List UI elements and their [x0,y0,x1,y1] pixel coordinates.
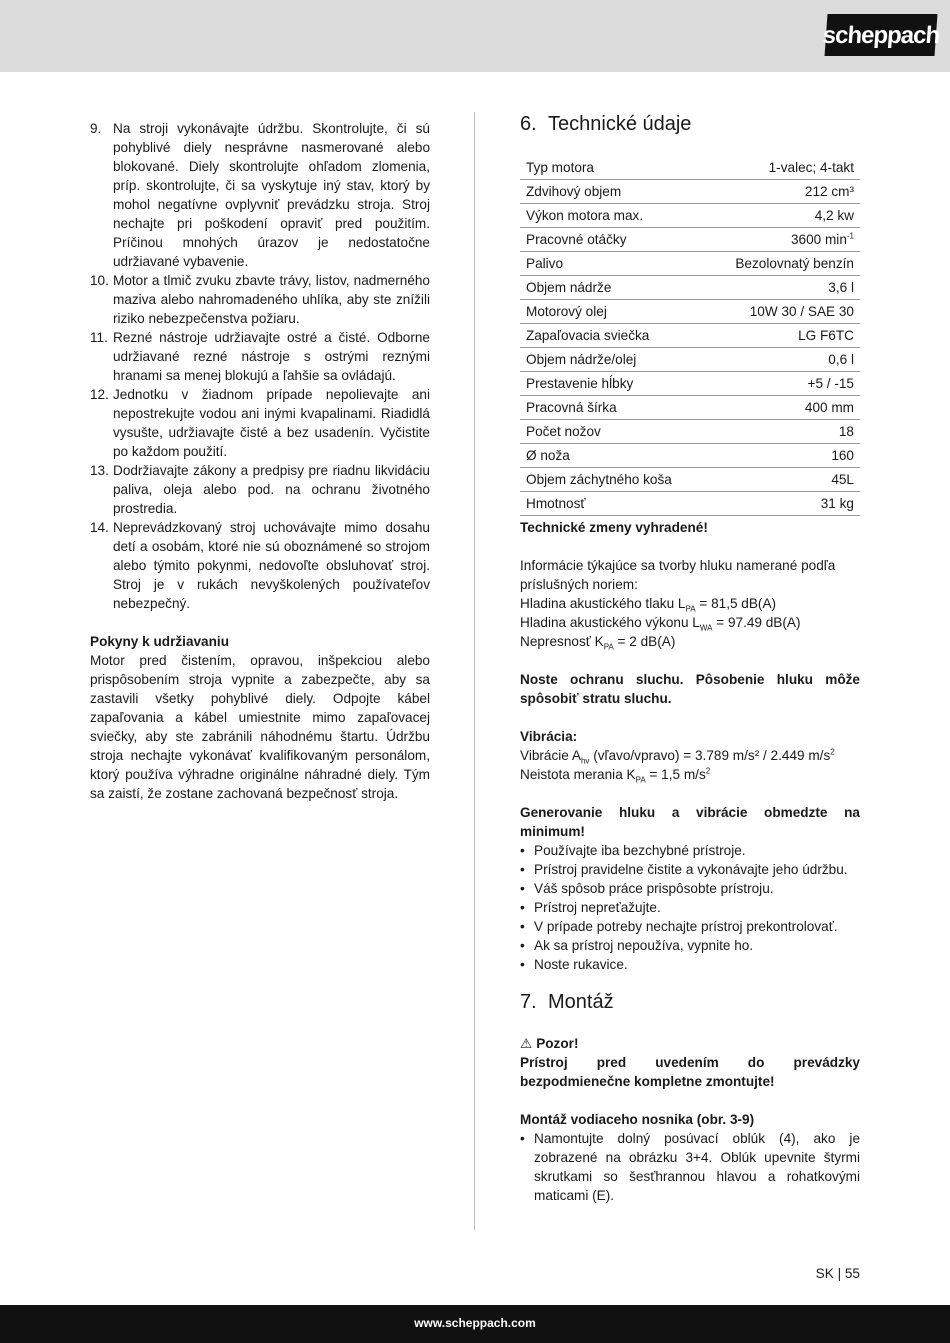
table-row: Prestavenie hĺbky +5 / -15 [520,372,860,396]
spec-table [520,156,860,516]
maintenance-heading: Pokyny k udržiavaniu [90,634,230,649]
table-row: Zdvihový objem 212 cm³ [520,180,860,204]
attention-label: ⚠ Pozor! [520,1036,579,1051]
table-row: Počet nožov 18 [520,420,860,444]
list-item: • V prípade potreby nechajte prístroj prekontrolovať. [520,919,838,934]
section-heading-assembly: 7. Montáž [520,991,614,1013]
vibration-heading: Vibrácia: [520,729,578,744]
header-bar [0,0,950,72]
safety-list [90,119,430,613]
table-row: Objem nádrže/olej 0,6 l [520,348,860,372]
noise-line: Hladina akustického tlaku $L_{PA} = 81,5$ dB(A) [520,596,777,614]
warning-triangle-icon: ⚠ [520,1036,533,1051]
left-column [90,119,430,803]
limit-noise-heading: Generovanie hluku a vibrácie obmedzte na minimum! [520,805,860,839]
table-row: Pracovné otáčky 3600 $\min^{-1}$ [520,228,860,252]
list-item: • Váš spôsob práce prispôsobte prístroju. [520,881,774,896]
table-row: Výkon motora max. 4,2 kw [520,204,860,228]
footer-bar [0,1305,950,1343]
list-item: • Ak sa prístroj nepoužíva, vypnite ho. [520,938,754,953]
list-item: 9. Na stroji vykonávajte údržbu. Skontrolujte, či sú pohyblivé diely nesprávne nasmerované alebo blokované. Diely skontrolujte ohľadom zlomenia, príp. skontrolujte, či sa vyskytuje iný stav, ktorý by mohol negatívne ovplyvniť prevádzku stroja. Stroj nechajte pri poškodení opraviť pred použitím. Príčinou mnohých úrazov je nedostatočne udržiavané vybavenie. [90,121,430,269]
right-column [520,110,860,1205]
table-row: Zapaľovacia sviečka LG F6TC [520,324,860,348]
table-row: Ø noža 160 [520,444,860,468]
table-row: Hmotnosť 31 kg [520,492,860,516]
list-item: • Noste rukavice. [520,957,628,972]
list-item: • Prístroj nepreťažujte. [520,900,661,915]
table-row: Palivo Bezolovnatý benzín [520,252,860,276]
list-item: • Namontujte dolný posúvací oblúk (4), ako je zobrazené na obrázku 3+4. Oblúk upevnite štyrmi skrutkami so šesťhrannou hlavou a rohatkovými maticami (E). [520,1131,860,1203]
noise-line: Nepresnosť $K_{PA} = 2$ dB(A) [520,634,676,652]
mount-list [520,1129,860,1205]
table-row: Pracovná šírka 400 mm [520,396,860,420]
column-divider [474,112,475,1230]
table-row: Motorový olej 10W 30 / SAE 30 [520,300,860,324]
mount-heading: Montáž vodiaceho nosnika (obr. 3-9) [520,1112,755,1127]
list-item: 14. Neprevádzkovaný stroj uchovávajte mimo dosahu detí a osobám, ktoré nie sú oboznámené so strojom alebo týmito pokynmi, nedovoľte obsluhovať stroj. Stroj je v rukách nevyškolených používateľov nebezpečný. [90,520,430,611]
table-row: Typ motora 1-valec; 4-takt [520,156,860,180]
website-link[interactable]: www.scheppach.com [414,1316,536,1330]
attention-text: Prístroj pred uvedením do prevádzky bezpodmienečne kompletne zmontujte! [520,1055,860,1089]
list-item: 10. Motor a tlmič zvuku zbavte trávy, listov, nadmerného maziva alebo nahromadeného uhlíka, aby ste znížili riziko nebezpečenstva požiaru. [90,273,430,326]
list-item: 13. Dodržiavajte zákony a predpisy pre riadnu likvidáciu paliva, oleja alebo pod. na ochranu životného prostredia. [90,463,430,516]
ear-protection-warning: Noste ochranu sluchu. Pôsobenie hluku môže spôsobiť stratu sluchu. [520,672,860,706]
technical-changes-note: Technické zmeny vyhradené! [520,520,708,535]
maintenance-text: Motor pred čistením, opravou, inšpekciou alebo prispôsobením stroja vypnite a zabezpečte, aby sa zastavili všetky pohyblivé diely. Odpojte kábel zapaľovania a kábel umiestnite mimo zapaľovacej sviečky, aby ste zabránili náhodnému štartu. Údržbu stroja nechajte vykonávať kvalifikovaným personálom, ktorý používa výhradne originálne náhradné diely. Tým sa zaistí, že zostane zachovaná bezpečnosť stroja. [90,653,430,801]
noise-intro: Informácie týkajúce sa tvorby hluku namerané podľa príslušných noriem: [520,558,836,592]
table-row: Objem nádrže 3,6 l [520,276,860,300]
list-item: 12. Jednotku v žiadnom prípade nepolievajte ani nepostrekujte vodou ani inými kvapalinami. Riadidlá vysušte, udržiavajte čisté a bez usadenín. Vyčistite po každom použití. [90,387,430,459]
list-item: • Používajte iba bezchybné prístroje. [520,843,746,858]
list-item: • Prístroj pravidelne čistite a vykonávajte jeho údržbu. [520,862,848,877]
table-row: Objem záchytného koša 45L [520,468,860,492]
noise-line: Hladina akustického výkonu $L_{WA} = 97.49$ dB(A) [520,615,801,633]
page-number: SK | 55 [815,1266,860,1281]
vibration-line: Vibrácie $A_{hv}$ (vľavo/vpravo) = 3.789 m/s² / 2.449 $m/s^2$ [520,747,835,766]
section-heading-technical-data: 6. Technické údaje [520,113,692,135]
limit-noise-list [520,841,860,974]
scheppach-logo: scheppach [825,14,938,56]
vibration-line: Neistota merania $K_{PA} = 1,5$ $m/s^2$ [520,766,711,785]
list-item: 11. Rezné nástroje udržiavajte ostré a čisté. Odborne udržiavané rezné nástroje s ostrými reznými hranami sa menej blokujú a ľahšie sa ovládajú. [90,330,430,383]
